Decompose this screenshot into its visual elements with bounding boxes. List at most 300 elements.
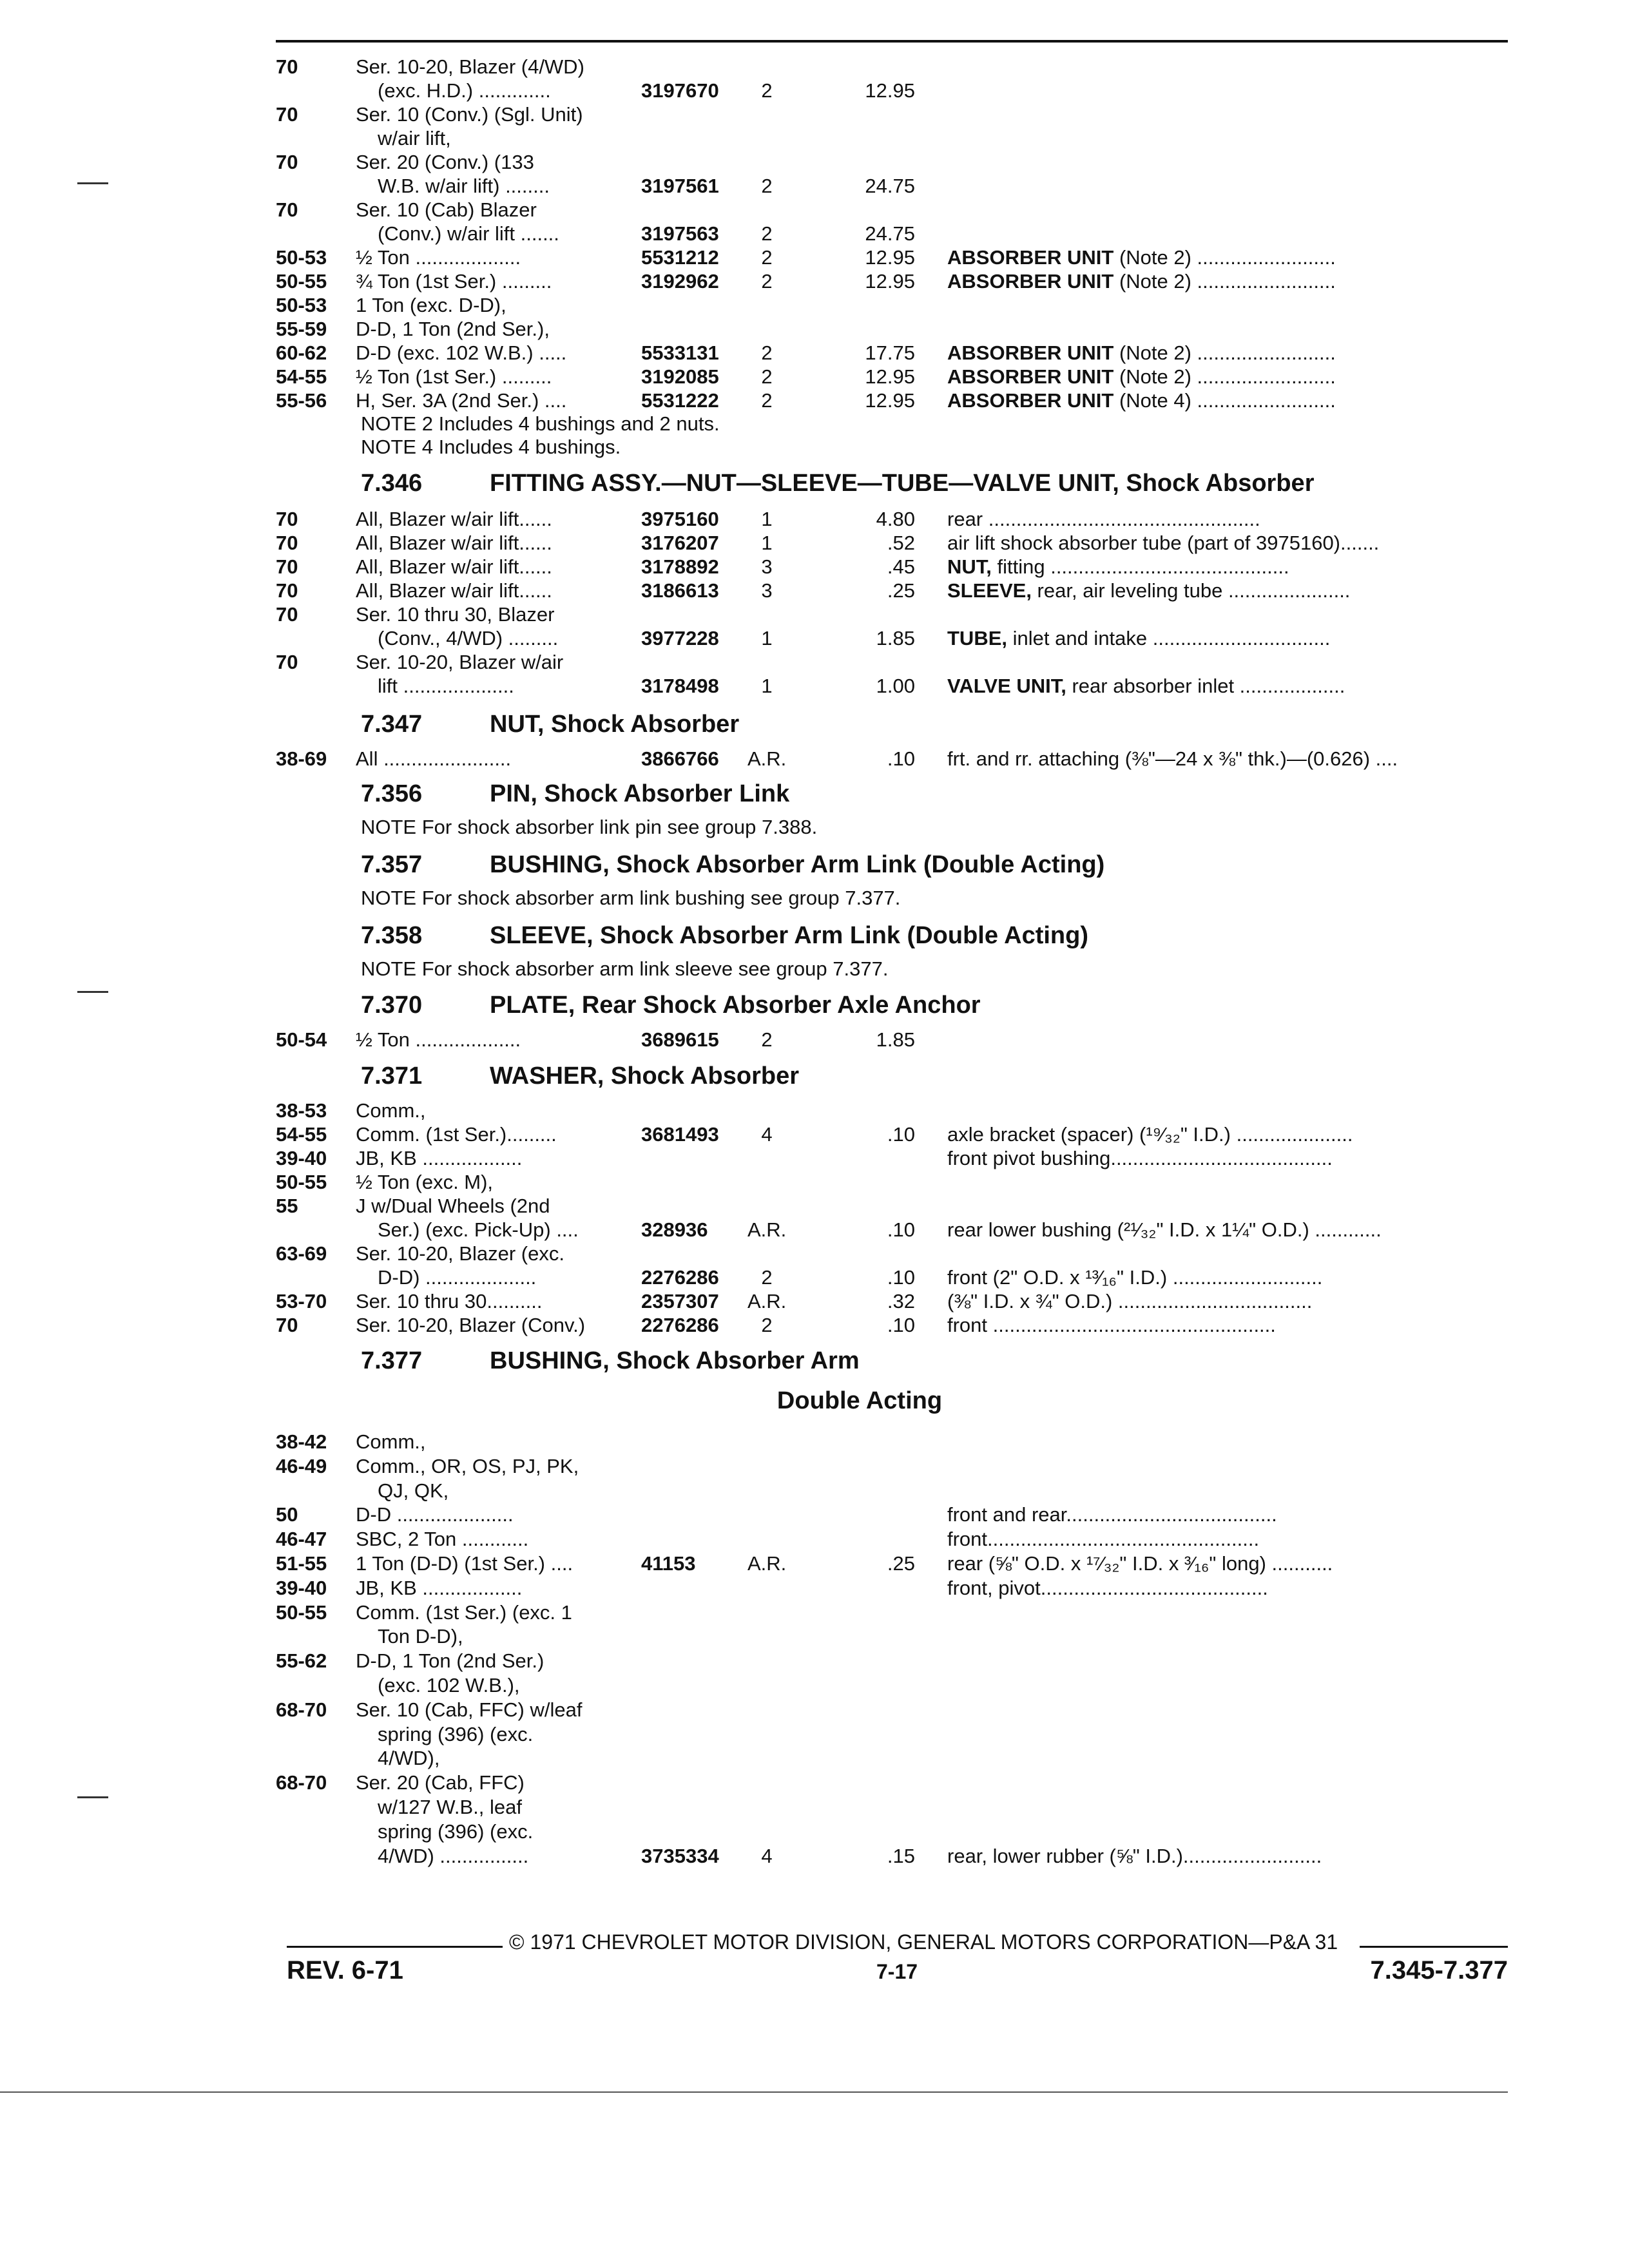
application-text: Ser. 10 (Cab, FFC) w/leaf [356,1698,583,1721]
application-text: D-D, 1 Ton (2nd Ser.), [356,318,550,340]
application-text: Ser. 10 (Cab) Blazer [356,198,537,221]
model-years: 70 [276,532,298,554]
remarks [947,1314,1276,1337]
part-number: 3975160 [641,508,719,530]
group-number: 7.356 [361,780,423,807]
application-text: Comm. (1st Ser.) (exc. 1 [356,1600,572,1624]
application-text: Comm., OR, OS, PJ, PK, [356,1454,579,1477]
model-years: 54-55 [276,1123,327,1146]
group-title: BUSHING, Shock Absorber Arm Link (Double Acting) [490,851,1105,878]
model-years: 38-42 [276,1430,327,1453]
remark-text: front, pivot......................................... [947,1576,1268,1599]
group-note: NOTE For shock absorber arm link bushing see group 7.377. [361,887,901,909]
quantity: 2 [761,365,773,388]
item-name: ABSORBER UNIT [947,389,1114,412]
list-price: 1.85 [876,1028,915,1051]
remark-text: (Note 2) ......................... [1113,246,1336,269]
list-price: .15 [887,1844,915,1867]
model-years: 50-53 [276,294,327,316]
application-text: ½ Ton (1st Ser.) ......... [356,365,552,388]
page-number: 7-17 [876,1960,918,1983]
application-text: spring (396) (exc. [378,1722,534,1745]
group-number: 7.370 [361,992,423,1019]
list-price: .10 [887,1266,915,1289]
part-number: 3186613 [641,579,719,602]
remark-text: (Note 4) ......................... [1113,389,1336,412]
model-years: 53-70 [276,1290,327,1312]
model-years: 50-54 [276,1028,327,1051]
application-text: JB, KB .................. [356,1147,523,1169]
quantity: 2 [761,1314,773,1336]
catalog-row [0,1314,1629,1337]
catalog-row [0,270,1629,293]
catalog-row [0,579,1629,602]
model-years: 70 [276,1314,298,1336]
catalog-row [0,341,1629,365]
catalog-row [0,55,1629,79]
part-number: 2357307 [641,1290,719,1312]
catalog-row [0,1674,1629,1697]
remarks [947,1528,1259,1551]
model-years: 68-70 [276,1771,327,1794]
quantity: 1 [761,508,773,530]
quantity: 2 [761,79,773,102]
catalog-row [0,1625,1629,1648]
remark-text: front................................................. [947,1528,1260,1551]
list-price: 12.95 [865,365,915,388]
model-years: 38-53 [276,1099,327,1122]
application-text: w/127 W.B., leaf [378,1796,522,1818]
model-years: 68-70 [276,1698,327,1721]
list-price: 12.95 [865,79,915,102]
remark-text: front ................................................... [947,1314,1276,1336]
model-years: 39-40 [276,1147,327,1169]
remark-text: fitting ........................................... [991,555,1289,578]
remarks [947,1552,1333,1575]
part-number: 3197561 [641,175,719,197]
quantity: 2 [761,270,773,293]
part-number: 328936 [641,1218,708,1241]
remarks [947,1218,1382,1242]
application-text: lift .................... [378,675,514,697]
application-text: Ser. 10 thru 30.......... [356,1290,543,1312]
remark-text: rear ................................................. [947,508,1260,530]
catalog-row [0,318,1629,341]
application-text: (Conv., 4/WD) ......... [378,627,559,649]
catalog-row [0,651,1629,674]
list-price: 24.75 [865,175,915,197]
bottom-rule [0,2091,1508,2093]
group-number: 7.346 [361,470,423,497]
catalog-row [0,1845,1629,1868]
quantity: 2 [761,222,773,245]
quantity: 3 [761,579,773,602]
remarks [947,627,1330,650]
model-years: 55-56 [276,389,327,412]
remarks [947,579,1350,602]
catalog-row [0,675,1629,698]
list-price: .10 [887,1218,915,1241]
catalog-row [0,1723,1629,1746]
application-text: H, Ser. 3A (2nd Ser.) .... [356,389,567,412]
application-text: W.B. w/air lift) ........ [378,175,550,197]
group-header-7356 [361,780,789,808]
application-text: SBC, 2 Ton ............ [356,1528,529,1551]
catalog-row [0,127,1629,150]
group-header-7357 [361,850,1104,879]
remark-text: (Note 2) ......................... [1113,270,1336,293]
revision-label: REV. 6-71 [287,1956,403,1984]
model-years: 70 [276,198,298,221]
remarks [947,555,1289,579]
group-header-7346 [361,469,1314,497]
application-text: Ser. 10-20, Blazer (exc. [356,1242,564,1265]
application-text: 1 Ton (D-D) (1st Ser.) .... [356,1552,574,1575]
remark-text: inlet and intake ................................ [1007,627,1331,649]
part-number: 5531222 [641,389,719,412]
group-title: WASHER, Shock Absorber [490,1062,800,1090]
part-number: 3689615 [641,1028,719,1051]
application-text: 1 Ton (exc. D-D), [356,294,506,316]
catalog-row [0,1503,1629,1526]
item-name: ABSORBER UNIT [947,365,1114,388]
remark-text: (⅜" I.D. x ¾" O.D.) ................................... [947,1290,1313,1312]
group-number: 7.377 [361,1347,423,1374]
application-text: D-D) .................... [378,1266,537,1289]
catalog-row [0,1601,1629,1624]
remarks [947,1123,1353,1146]
catalog-row [0,389,1629,412]
quantity: A.R. [747,1290,787,1312]
application-text: ¾ Ton (1st Ser.) ......... [356,270,552,293]
model-years: 55 [276,1195,298,1217]
model-years: 70 [276,55,298,78]
catalog-row [0,1747,1629,1770]
application-text: D-D, 1 Ton (2nd Ser.) [356,1649,545,1673]
catalog-row [0,1218,1629,1242]
list-price: 12.95 [865,389,915,412]
application-text: Ton D-D), [378,1625,463,1648]
remark-text: rear, air leveling tube ...................... [1031,579,1351,602]
application-text: Ser. 10 (Conv.) (Sgl. Unit) [356,103,583,126]
part-number: 5533131 [641,341,719,364]
catalog-row [0,627,1629,650]
catalog-row [0,747,1629,771]
remark-text: (Note 2) ......................... [1113,365,1336,388]
application-text: Ser. 20 (Cab, FFC) [356,1771,525,1794]
group-number: 7.347 [361,711,423,738]
application-text: All ....................... [356,747,512,770]
catalog-row [0,151,1629,174]
note-line: NOTE 4 Includes 4 bushings. [361,436,621,458]
catalog-row [0,1242,1629,1265]
model-years: 60-62 [276,341,327,364]
application-text: D-D ..................... [356,1503,514,1526]
group-title: PIN, Shock Absorber Link [490,780,790,807]
catalog-row [0,1195,1629,1218]
note-line: NOTE 2 Includes 4 bushings and 2 nuts. [361,412,720,435]
application-text: 4/WD) ................ [378,1844,529,1867]
application-text: 4/WD), [378,1747,440,1770]
remarks [947,1266,1322,1289]
group-title: SLEEVE, Shock Absorber Arm Link (Double Acting) [490,922,1088,949]
group-title: PLATE, Rear Shock Absorber Axle Anchor [490,992,981,1019]
model-years: 50-53 [276,246,327,269]
catalog-row [0,508,1629,531]
catalog-row [0,246,1629,269]
group-number: 7.371 [361,1062,423,1090]
remark-text: air lift shock absorber tube (part of 3975160)....... [947,532,1380,554]
group-header-7371 [361,1062,799,1090]
item-name: VALVE UNIT, [947,675,1066,697]
list-price: .25 [887,1552,915,1575]
remark-text: (Note 2) ......................... [1113,341,1336,364]
remarks [947,1845,1322,1868]
catalog-row [0,1147,1629,1170]
application-text: ½ Ton ................... [356,246,521,269]
remark-text: rear (⅝" O.D. x ¹⁷⁄₃₂" I.D. x ³⁄₁₆" long) ........... [947,1552,1333,1575]
catalog-row [0,1171,1629,1194]
group-title: NUT, Shock Absorber [490,711,740,738]
model-years: 50 [276,1503,298,1526]
remark-text: rear, lower rubber (⅝" I.D.)......................... [947,1844,1322,1867]
application-text: Ser. 10 thru 30, Blazer [356,603,555,626]
list-price: 12.95 [865,270,915,293]
part-number: 3866766 [641,747,719,770]
list-price: .25 [887,579,915,602]
quantity: 2 [761,1028,773,1051]
group-number: 7.358 [361,922,423,949]
catalog-row [0,1698,1629,1722]
item-name: SLEEVE, [947,579,1032,602]
catalog-row [0,1649,1629,1673]
part-number: 3192962 [641,270,719,293]
model-years: 39-40 [276,1576,327,1599]
group-title: FITTING ASSY.—NUT—SLEEVE—TUBE—VALVE UNIT, Shock Absorber [490,470,1315,497]
list-price: .10 [887,747,915,770]
item-name: ABSORBER UNIT [947,270,1114,293]
catalog-row [0,603,1629,626]
part-number: 5531212 [641,246,719,269]
remarks [947,1147,1333,1170]
application-text: QJ, QK, [378,1479,449,1502]
list-price: .52 [887,532,915,554]
model-years: 70 [276,508,298,530]
catalog-row [0,1266,1629,1289]
catalog-row [0,555,1629,579]
quantity: 2 [761,175,773,197]
model-years: 55-59 [276,318,327,340]
application-text: Ser. 10-20, Blazer (4/WD) [356,55,584,78]
model-years: 63-69 [276,1242,327,1265]
remarks [947,389,1336,412]
quantity: 1 [761,532,773,554]
item-name: NUT, [947,555,992,578]
list-price: 12.95 [865,246,915,269]
application-text: Ser.) (exc. Pick-Up) .... [378,1218,579,1241]
catalog-row [0,222,1629,245]
group-note: NOTE For shock absorber arm link sleeve see group 7.377. [361,957,889,980]
model-years: 46-49 [276,1454,327,1477]
remarks [947,1577,1268,1600]
application-text: w/air lift, [378,127,451,149]
application-text: (exc. H.D.) ............. [378,79,551,102]
model-years: 70 [276,651,298,673]
model-years: 50-55 [276,270,327,293]
part-number: 3681493 [641,1123,719,1146]
top-rule [276,40,1508,43]
application-text: D-D (exc. 102 W.B.) ..... [356,341,567,364]
catalog-row [0,198,1629,222]
remarks [947,747,1398,771]
application-text: All, Blazer w/air lift...... [356,579,552,602]
group-range: 7.345-7.377 [1370,1956,1508,1984]
model-years: 46-47 [276,1528,327,1551]
application-text: Comm., [356,1099,426,1122]
catalog-row [0,294,1629,317]
quantity: 2 [761,389,773,412]
list-price: .10 [887,1314,915,1336]
part-number: 3735334 [641,1844,719,1867]
quantity: 4 [761,1844,773,1867]
application-text: All, Blazer w/air lift...... [356,532,552,554]
remark-text: axle bracket (spacer) (¹⁹⁄₃₂" I.D.) ..................... [947,1123,1353,1146]
quantity: A.R. [747,1218,787,1241]
catalog-row [0,1123,1629,1146]
remarks [947,532,1379,555]
part-number: 2276286 [641,1266,719,1289]
remarks [947,1290,1312,1313]
item-name: TUBE, [947,627,1007,649]
application-text: Ser. 10-20, Blazer w/air [356,651,564,673]
model-years: 54-55 [276,365,327,388]
margin-mark [77,991,108,993]
model-years: 70 [276,103,298,126]
copyright-line: © 1971 CHEVROLET MOTOR DIVISION, GENERAL MOTORS CORPORATION—P&A 31 [509,1930,1338,1954]
footer-rule-left [287,1946,503,1948]
remark-text: front (2" O.D. x ¹³⁄₁₆" I.D.) ........................... [947,1266,1323,1289]
quantity: 1 [761,675,773,697]
list-price: 1.00 [876,675,915,697]
application-text: Ser. 10-20, Blazer (Conv.) [356,1314,586,1336]
list-price: 24.75 [865,222,915,245]
remark-text: rear lower bushing (²¹⁄₃₂" I.D. x 1¼" O.D.) ............ [947,1218,1382,1241]
catalog-row [0,103,1629,126]
quantity: 4 [761,1123,773,1146]
model-years: 50-55 [276,1171,327,1193]
remarks [947,270,1336,293]
remark-text: front pivot bushing........................................ [947,1147,1333,1169]
group-header-7377 [361,1347,860,1375]
catalog-row [0,1099,1629,1122]
quantity: 2 [761,341,773,364]
list-price: .10 [887,1123,915,1146]
application-text: (Conv.) w/air lift ....... [378,222,559,245]
model-years: 70 [276,603,298,626]
model-years: 70 [276,555,298,578]
application-text: J w/Dual Wheels (2nd [356,1195,550,1217]
remarks [947,1503,1277,1526]
part-number: 2276286 [641,1314,719,1336]
model-years: 38-69 [276,747,327,770]
model-years: 50-55 [276,1600,327,1624]
catalog-row [0,175,1629,198]
list-price: 4.80 [876,508,915,530]
application-text: Comm., [356,1430,426,1453]
quantity: 1 [761,627,773,649]
item-name: ABSORBER UNIT [947,246,1114,269]
part-number: 3178892 [641,555,719,578]
group-number: 7.357 [361,851,423,878]
application-text: Ser. 20 (Conv.) (133 [356,151,534,173]
model-years: 70 [276,579,298,602]
catalog-row [0,1552,1629,1575]
remark-text: front and rear...................................... [947,1503,1277,1526]
quantity: 3 [761,555,773,578]
part-number: 41153 [641,1552,696,1575]
catalog-row [0,1479,1629,1503]
remark-text: rear absorber inlet ................... [1066,675,1345,697]
catalog-row [0,1528,1629,1551]
model-years: 55-62 [276,1649,327,1673]
remarks [947,675,1345,698]
catalog-row [0,1796,1629,1819]
catalog-row [0,365,1629,389]
group-header-7358 [361,921,1088,950]
catalog-row [0,1430,1629,1454]
part-number: 3197670 [641,79,719,102]
footer-rule-right [1360,1946,1508,1948]
part-number: 3178498 [641,675,719,697]
catalog-row [0,1820,1629,1843]
group-header-7347 [361,710,739,738]
remark-text: frt. and rr. attaching (⅜"—24 x ⅜" thk.)—(0.626) .... [947,747,1398,770]
list-price: 17.75 [865,341,915,364]
application-text: spring (396) (exc. [378,1820,534,1843]
remarks [947,341,1336,365]
catalog-row [0,1577,1629,1600]
application-text: Comm. (1st Ser.)......... [356,1123,557,1146]
catalog-row [0,1028,1629,1052]
group-note: NOTE For shock absorber link pin see group 7.388. [361,816,818,838]
quantity: 2 [761,246,773,269]
part-number: 3197563 [641,222,719,245]
catalog-row [0,1771,1629,1794]
catalog-row [0,1455,1629,1478]
catalog-row [0,1290,1629,1313]
item-name: ABSORBER UNIT [947,341,1114,364]
catalog-row [0,532,1629,555]
application-text: ½ Ton ................... [356,1028,521,1051]
group-subtitle: Double Acting [776,1387,943,1414]
application-text: All, Blazer w/air lift...... [356,508,552,530]
catalog-row [0,79,1629,102]
remarks [947,365,1336,389]
group-header-7370 [361,991,981,1019]
quantity: A.R. [747,747,787,770]
quantity: A.R. [747,1552,787,1575]
part-number: 3192085 [641,365,719,388]
model-years: 51-55 [276,1552,327,1575]
list-price: 1.85 [876,627,915,649]
remarks [947,246,1336,269]
remarks [947,508,1260,531]
application-text: ½ Ton (exc. M), [356,1171,494,1193]
list-price: .45 [887,555,915,578]
application-text: All, Blazer w/air lift...... [356,555,552,578]
group-title: BUSHING, Shock Absorber Arm [490,1347,860,1374]
part-number: 3176207 [641,532,719,554]
